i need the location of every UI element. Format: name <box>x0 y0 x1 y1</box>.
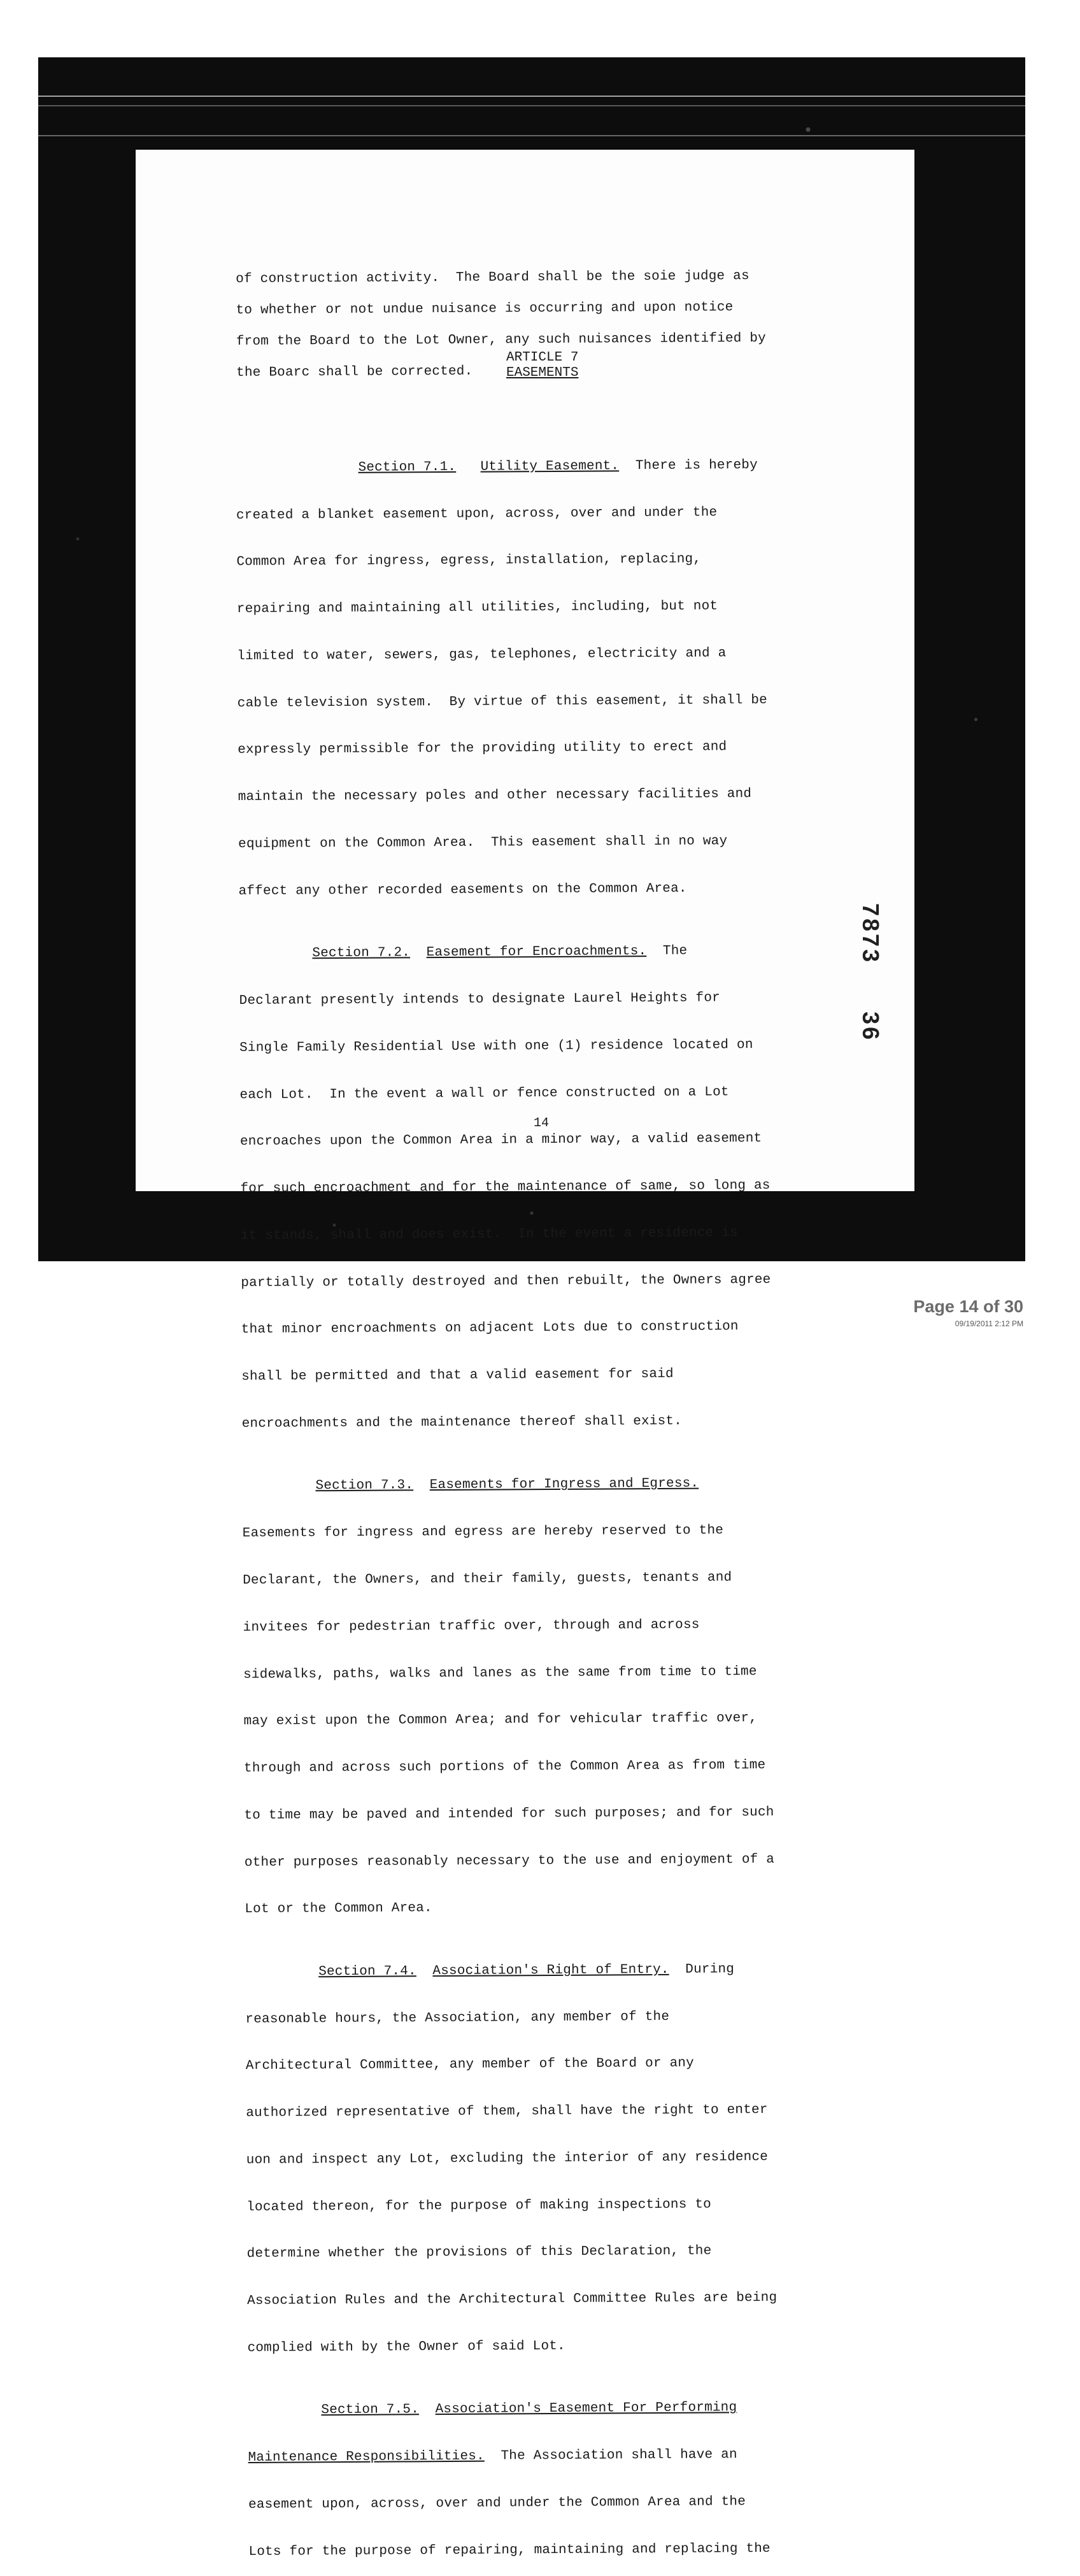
section-line: easement upon, across, over and under the Common Area and the <box>248 2494 746 2512</box>
section-title-continued: Maintenance Responsibilities. <box>248 2449 485 2466</box>
section-text: During <box>685 1962 735 1977</box>
section-line: repairing and maintaining all utilities, including, but not <box>236 599 718 617</box>
section-title: Easements for Ingress and Egress. <box>429 1476 699 1493</box>
section-text: The Association shall have an <box>501 2447 737 2464</box>
section-text: The <box>662 943 688 959</box>
section-title: Easement for Encroachments. <box>426 944 647 961</box>
scan-streak <box>38 96 1025 97</box>
section-line: encroaches upon the Common Area in a minor way, a valid easement <box>239 1131 762 1150</box>
section-line: limited to water, sewers, gas, telephones, electricity and a <box>237 646 727 664</box>
intro-line: to whether or not undue nuisance is occurring and upon notice <box>236 300 734 318</box>
section-line: complied with by the Owner of said Lot. <box>247 2338 565 2356</box>
section-line: cable television system. By virtue of this easement, it shall be <box>237 692 767 711</box>
section-line: Single Family Residential Use with one (1) residence located on <box>239 1037 753 1055</box>
section-line: determine whether the provisions of this Declaration, the <box>246 2243 712 2262</box>
section-line: partially or totally destroyed and then rebuilt, the Owners agree <box>241 1272 771 1291</box>
footer-timestamp: 09/19/2011 2:12 PM <box>955 1319 1023 1328</box>
section-7-4-first-line <box>245 1961 863 1981</box>
section-line: Lot or the Common Area. <box>245 1901 432 1917</box>
section-line: maintain the necessary poles and other necessary facilities and <box>238 787 752 805</box>
section-line: it stands, shall and does exist. In the event a residence is <box>240 1226 738 1243</box>
section-line: Lots for the purpose of repairing, maintaining and replacing the <box>248 2541 771 2559</box>
section-title: Utility Easement. <box>480 459 620 475</box>
section-heading: Section 7.4. <box>318 1964 416 1980</box>
section-heading: Section 7.5. <box>321 2402 420 2418</box>
section-title: Association's Right of Entry. <box>432 1962 669 1979</box>
section-line: Architectural Committee, any member of the Board or any <box>245 2056 695 2074</box>
section-line: reasonable hours, the Association, any member of the <box>245 2009 670 2027</box>
page-number: 14 <box>534 1116 550 1131</box>
section-line: affect any other recorded easements on the Common Area. <box>238 881 687 899</box>
section-line: other purposes reasonably necessary to the use and enjoyment of a <box>244 1852 775 1870</box>
sections-body <box>236 410 867 2576</box>
section-line: expressly permissible for the providing utility to erect and <box>238 740 727 758</box>
section-text: There is hereby <box>635 457 758 473</box>
recording-stamp <box>857 903 884 1042</box>
intro-line: of construction activity. The Board shall be the soie judge as <box>236 268 750 287</box>
section-heading: Section 7.3. <box>315 1478 414 1494</box>
article-number: ARTICLE 7 <box>506 350 579 365</box>
article-title: EASEMENTS <box>506 366 579 380</box>
section-line: for such encroachment and for the maintenance of same, so long as <box>240 1178 771 1197</box>
section-line: Easements for ingress and egress are hereby reserved to the <box>242 1523 724 1542</box>
intro-line: from the Board to the Lot Owner, any such nuisances identified by <box>236 331 767 349</box>
section-line: that minor encroachments on adjacent Lots due to construction <box>241 1319 739 1338</box>
section-7-5-first-line <box>248 2400 865 2419</box>
section-line: each Lot. In the event a wall or fence constructed on a Lot <box>239 1084 729 1103</box>
intro-line: the Boarc shall be corrected. <box>236 364 473 381</box>
section-line: Declarant, the Owners, and their family, guests, tenants and <box>243 1570 732 1588</box>
section-line: authorized representative of them, shall have the right to enter <box>246 2103 768 2121</box>
stamp-book: 7873 <box>858 903 884 965</box>
section-line: through and across such portions of the Common Area as from time <box>243 1758 766 1777</box>
section-7-5-second-line <box>248 2447 866 2466</box>
section-line: sidewalks, paths, walks and lanes as the same from time to time <box>243 1664 757 1682</box>
section-line: Association Rules and the Architectural Committee Rules are being <box>247 2291 778 2309</box>
section-line: invitees for pedestrian traffic over, through and across <box>243 1617 700 1635</box>
section-7-2-first-line <box>239 943 856 962</box>
section-line: may exist upon the Common Area; and for vehicular traffic over, <box>243 1711 758 1729</box>
section-line: located thereon, for the purpose of making inspections to <box>246 2197 711 2215</box>
section-line: Common Area for ingress, egress, installation, replacing, <box>236 552 702 570</box>
stamp-page: 36 <box>858 1012 884 1043</box>
article-heading <box>506 350 578 381</box>
section-line: encroachments and the maintenance thereof shall exist. <box>241 1413 683 1431</box>
section-line: Declarant presently intends to designate Laurel Heights for <box>239 991 721 1008</box>
section-heading: Section 7.2. <box>312 945 411 961</box>
section-line: created a blanket easement upon, across, over and under the <box>236 504 718 523</box>
section-line: to time may be paved and intended for such purposes; and for such <box>244 1805 774 1823</box>
section-line: uon and inspect any Lot, excluding the interior of any residence <box>246 2149 769 2168</box>
section-heading: Section 7.1. <box>358 459 457 475</box>
section-7-1-first-line <box>236 457 853 477</box>
section-7-3-first-line <box>242 1475 860 1495</box>
section-line: shall be permitted and that a valid easement for said <box>241 1367 674 1385</box>
section-line: equipment on the Common Area. This easement shall in no way <box>238 834 728 852</box>
section-title: Association's Easement For Performing <box>435 2400 737 2417</box>
footer-page-count: Page 14 of 30 <box>913 1297 1023 1316</box>
scan-streak <box>38 105 1025 106</box>
scan-streak <box>38 135 1025 136</box>
